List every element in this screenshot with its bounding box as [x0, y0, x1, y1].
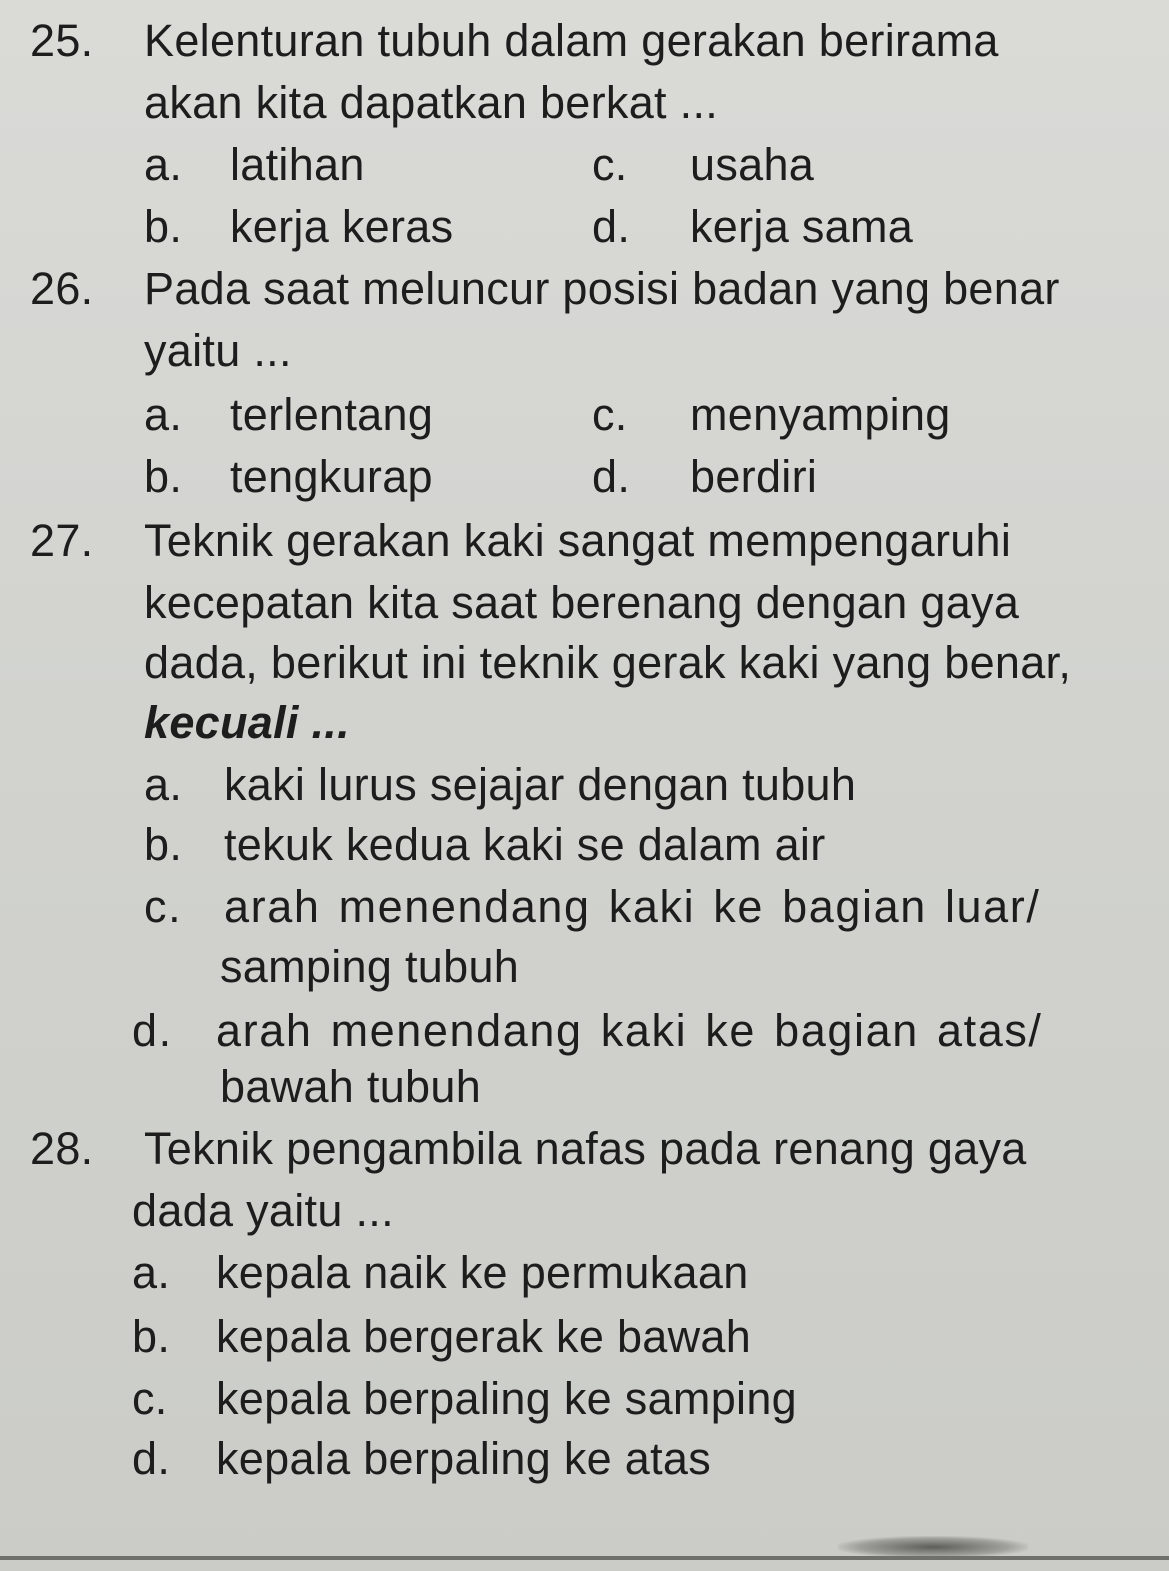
option-text: arah menendang kaki ke bagian luar/ — [224, 881, 1041, 932]
option-25-a — [144, 139, 365, 190]
question-text: Teknik pengambila nafas pada renang gaya — [144, 1123, 1027, 1174]
option-key: c. — [132, 1373, 168, 1424]
option-text: menyamping — [690, 389, 951, 440]
option-27-c-line-2: samping tubuh — [220, 941, 520, 992]
ink-smudge — [838, 1536, 1028, 1558]
option-text: berdiri — [690, 451, 818, 502]
option-key: b. — [144, 201, 183, 252]
option-text: arah menendang kaki ke bagian atas/ — [216, 1005, 1043, 1056]
option-28-c — [132, 1373, 797, 1424]
option-27-c — [144, 881, 1041, 932]
option-27-a — [144, 759, 857, 810]
option-26-c — [592, 389, 951, 440]
option-text: kepala bergerak ke bawah — [216, 1311, 752, 1362]
option-key: c. — [592, 139, 628, 190]
question-text: Pada saat meluncur posisi badan yang benar — [144, 263, 1060, 314]
option-26-b — [144, 451, 433, 502]
question-27-line-1 — [30, 515, 1012, 566]
option-25-d — [592, 201, 914, 252]
option-key: d. — [592, 451, 631, 502]
option-text: tekuk kedua kaki se dalam air — [224, 819, 826, 870]
option-27-d — [132, 1005, 1043, 1056]
option-key: a. — [132, 1247, 171, 1298]
question-number: 25. — [30, 15, 94, 66]
bottom-rule — [0, 1556, 1169, 1560]
question-28-line-1 — [30, 1123, 1027, 1174]
question-26-line-2: yaitu ... — [144, 325, 292, 376]
question-text: Kelenturan tubuh dalam gerakan berirama — [144, 15, 999, 66]
question-number: 27. — [30, 515, 94, 566]
option-key: b. — [144, 819, 183, 870]
option-text: kaki lurus sejajar dengan tubuh — [224, 759, 857, 810]
option-text: tengkurap — [230, 451, 433, 502]
option-27-d-line-2: bawah tubuh — [220, 1061, 482, 1112]
question-28-line-2: dada yaitu ... — [132, 1185, 394, 1236]
option-text: usaha — [690, 139, 815, 190]
option-key: b. — [132, 1311, 171, 1362]
option-key: d. — [132, 1433, 171, 1484]
option-key: a. — [144, 389, 183, 440]
question-27-line-3: dada, berikut ini teknik gerak kaki yang benar, — [144, 637, 1072, 688]
option-text: latihan — [230, 139, 365, 190]
option-key: b. — [144, 451, 183, 502]
option-text: kepala berpaling ke samping — [216, 1373, 797, 1424]
option-28-b — [132, 1311, 752, 1362]
option-key: d. — [132, 1005, 173, 1056]
option-27-b — [144, 819, 826, 870]
question-number: 26. — [30, 263, 94, 314]
option-26-d — [592, 451, 818, 502]
option-key: c. — [144, 881, 183, 932]
question-27-line-4: kecuali ... — [144, 697, 350, 748]
question-26-line-1 — [30, 263, 1060, 314]
question-25-line-2: akan kita dapatkan berkat ... — [144, 77, 719, 128]
option-26-a — [144, 389, 434, 440]
question-number: 28. — [30, 1123, 94, 1174]
question-25-line-1 — [30, 15, 999, 66]
option-text: kerja keras — [230, 201, 454, 252]
question-27-line-2: kecepatan kita saat berenang dengan gaya — [144, 577, 1020, 628]
option-text: kerja sama — [690, 201, 914, 252]
option-key: d. — [592, 201, 631, 252]
option-text: kepala naik ke permukaan — [216, 1247, 749, 1298]
option-key: a. — [144, 139, 183, 190]
option-text: kepala berpaling ke atas — [216, 1433, 712, 1484]
option-28-a — [132, 1247, 749, 1298]
option-key: a. — [144, 759, 183, 810]
question-text: Teknik gerakan kaki sangat mempengaruhi — [144, 515, 1012, 566]
option-25-c — [592, 139, 815, 190]
option-text: terlentang — [230, 389, 434, 440]
option-28-d — [132, 1433, 712, 1484]
option-25-b — [144, 201, 454, 252]
option-key: c. — [592, 389, 628, 440]
